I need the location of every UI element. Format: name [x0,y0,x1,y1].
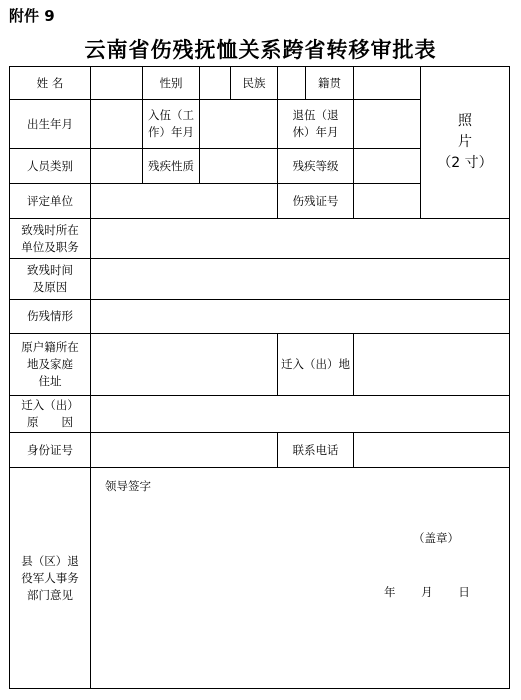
label-move-reason [10,396,91,433]
photo-label-line1: 照 [458,113,472,129]
label-department-opinion [10,468,91,689]
label-address-line2: 地及家庭 [27,357,73,371]
label-ethnicity: 民族 [231,67,278,100]
field-disability-cert[interactable] [354,184,421,219]
label-retire-line2: 休）年月 [292,125,339,139]
field-disability-nature[interactable] [200,149,278,184]
field-move-place[interactable] [354,334,510,396]
year-label: 年 [384,585,396,599]
field-injury-situation[interactable] [91,300,510,334]
label-reason-line1: 迁入（出） [21,398,79,412]
label-id-number: 身份证号 [10,433,91,468]
label-person-category: 人员类别 [10,149,91,184]
approval-form-table [9,66,510,689]
label-disability-nature: 残疾性质 [143,149,200,184]
day-label: 日 [458,585,470,599]
label-unit-line2: 单位及职务 [21,239,79,254]
label-injury-situation: 伤残情形 [10,300,91,334]
label-address-line3: 住址 [38,374,62,388]
month-label: 月 [421,585,433,599]
form-title: 云南省伤残抚恤关系跨省转移审批表 [84,38,437,62]
label-opinion-line2: 役军人事务 [21,570,79,585]
field-phone[interactable] [354,433,510,468]
label-time-line1: 致残时间 [27,263,73,277]
label-gender: 性别 [143,67,200,100]
field-retire-date[interactable] [354,100,421,149]
label-time-line2: 及原因 [32,280,68,294]
label-retire-date [278,100,354,149]
field-native-place[interactable] [354,67,421,100]
field-injury-time-reason[interactable] [91,259,510,300]
photo-size: （2 寸） [437,155,493,171]
label-phone: 联系电话 [278,433,354,468]
field-rating-unit[interactable] [91,184,278,219]
label-name: 姓 名 [10,67,91,100]
attachment-number: 附件 9 [9,7,55,25]
date-line [384,584,492,601]
label-original-address [10,334,91,396]
field-disability-level[interactable] [354,149,421,184]
field-original-address[interactable] [91,334,278,396]
label-birth-date: 出生年月 [10,100,91,149]
label-reason-line2: 原 因 [27,415,73,429]
field-move-reason[interactable] [91,396,510,433]
field-unit-position[interactable] [91,219,510,259]
photo-box[interactable] [421,67,510,219]
label-rating-unit: 评定单位 [10,184,91,219]
label-disability-level: 残疾等级 [278,149,354,184]
label-opinion-line3: 部门意见 [27,587,73,602]
label-enlist-date [143,100,200,149]
field-name[interactable] [91,67,143,100]
label-retire-line1: 退伍（退 [292,108,339,122]
field-department-opinion[interactable] [91,468,510,689]
field-person-category[interactable] [91,149,143,184]
label-enlist-line2: 作）年月 [148,125,194,139]
label-enlist-line1: 入伍（工 [148,108,194,122]
leader-signature-label: 领导签字 [105,479,151,493]
label-injury-time-reason [10,259,91,300]
field-birth-date[interactable] [91,100,143,149]
field-enlist-date[interactable] [200,100,278,149]
field-id-number[interactable] [91,433,278,468]
seal-label: （盖章） [413,531,459,545]
label-move-place: 迁入（出）地 [278,334,354,396]
label-native-place: 籍贯 [306,67,354,100]
label-address-line1: 原户籍所在 [21,340,79,354]
field-ethnicity[interactable] [278,67,306,100]
label-opinion-line1: 县（区）退 [21,553,79,568]
label-unit-line1: 致残时所在 [21,222,79,237]
label-unit-position [10,219,91,259]
label-disability-cert: 伤残证号 [278,184,354,219]
photo-label-line2: 片 [458,134,472,150]
field-gender[interactable] [200,67,231,100]
